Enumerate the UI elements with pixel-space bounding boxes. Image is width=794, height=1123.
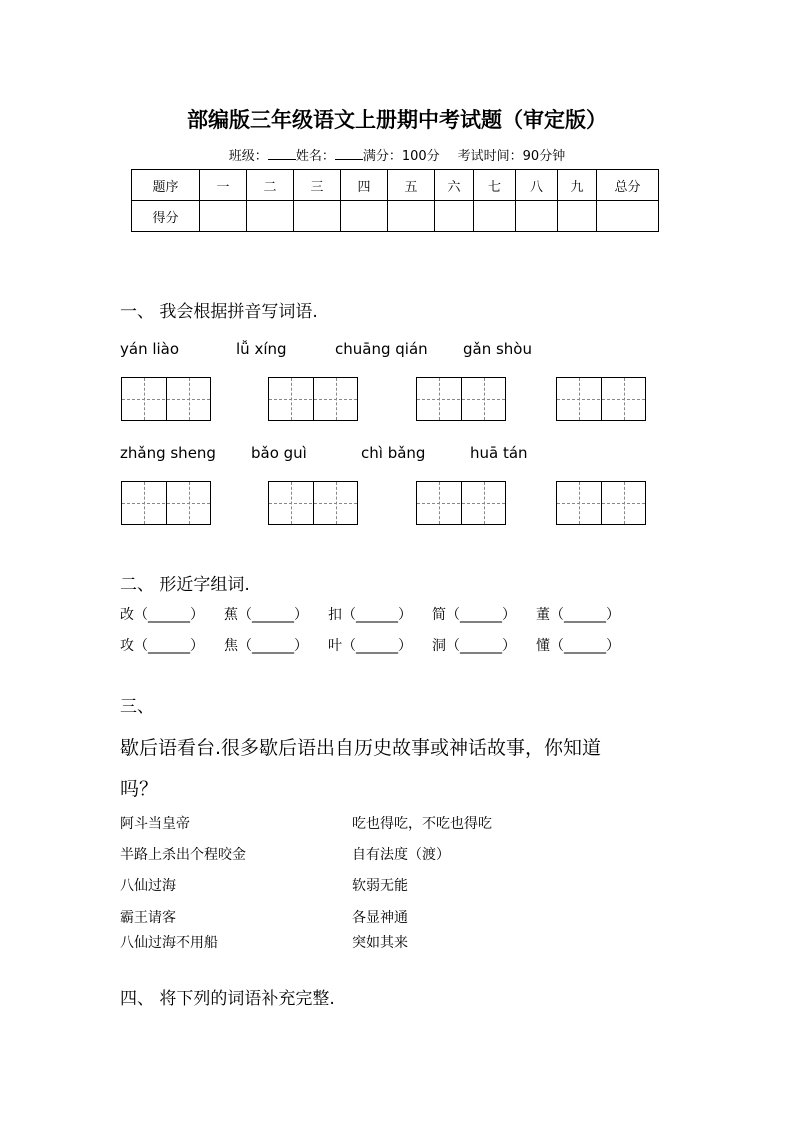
score-cell[interactable] <box>294 201 341 232</box>
page-title: 部编版三年级语文上册期中考试题（审定版） <box>187 107 607 132</box>
writing-grid[interactable] <box>556 481 646 525</box>
score-cell[interactable] <box>388 201 435 232</box>
section2-heading: 二、 形近字组词. <box>120 575 250 595</box>
idiom-left: 霸王请客 <box>120 910 176 926</box>
full-score: 满分：100分 <box>362 149 440 164</box>
score-row-label: 得分 <box>132 201 200 232</box>
score-header-cell: 七 <box>474 170 516 201</box>
name-label: 姓名： <box>295 149 335 164</box>
writing-grid[interactable] <box>556 377 646 421</box>
score-cell[interactable] <box>474 201 516 232</box>
score-cell[interactable] <box>435 201 474 232</box>
word-pair[interactable]: 蕉（______） <box>224 607 308 623</box>
word-pair[interactable]: 改（______） <box>120 607 204 623</box>
pinyin-label: chì bǎng <box>361 444 426 462</box>
score-header-cell: 八 <box>516 170 558 201</box>
score-header-cell: 四 <box>341 170 388 201</box>
exam-info <box>0 145 794 164</box>
writing-grid[interactable] <box>121 481 211 525</box>
word-pair[interactable]: 攻（______） <box>120 638 204 654</box>
idiom-left: 阿斗当皇帝 <box>120 816 190 832</box>
idiom-left: 半路上杀出个程咬金 <box>120 847 246 863</box>
score-header-cell: 六 <box>435 170 474 201</box>
score-cell[interactable] <box>341 201 388 232</box>
pinyin-label: yán liào <box>120 340 180 358</box>
writing-grid[interactable] <box>416 377 506 421</box>
score-cell[interactable] <box>516 201 558 232</box>
writing-grid[interactable] <box>268 377 358 421</box>
pinyin-label: bǎo guì <box>251 444 307 462</box>
writing-grid[interactable] <box>268 481 358 525</box>
score-table <box>131 169 659 232</box>
writing-grid[interactable] <box>416 481 506 525</box>
idiom-right: 各显神通 <box>352 910 408 926</box>
score-header-cell: 题序 <box>132 170 200 201</box>
word-pair[interactable]: 董（______） <box>536 607 620 623</box>
score-header-cell: 三 <box>294 170 341 201</box>
score-cell[interactable] <box>200 201 247 232</box>
section4-heading: 四、 将下列的词语补充完整. <box>120 989 335 1009</box>
score-header-cell: 一 <box>200 170 247 201</box>
word-pair[interactable]: 焦（______） <box>224 638 308 654</box>
pinyin-label: huā tán <box>470 444 528 462</box>
score-cell[interactable] <box>247 201 294 232</box>
score-header-cell: 五 <box>388 170 435 201</box>
section3-prompt: 歇后语看台.很多歇后语出自历史故事或神话故事，你知道 <box>120 737 602 759</box>
class-blank <box>268 147 296 160</box>
idiom-left: 八仙过海 <box>120 878 176 894</box>
idiom-right: 自有法度（渡） <box>352 847 450 863</box>
exam-time: 考试时间：90分钟 <box>457 149 566 164</box>
word-pair[interactable]: 叶（______） <box>328 638 412 654</box>
idiom-right: 突如其来 <box>352 935 408 951</box>
section1-heading: 一、 我会根据拼音写词语. <box>120 302 318 322</box>
pinyin-label: lǚ xíng <box>236 340 287 358</box>
word-pair[interactable]: 简（______） <box>432 607 516 623</box>
idiom-left: 八仙过海不用船 <box>120 935 218 951</box>
score-row <box>132 201 659 232</box>
pinyin-label: zhǎng sheng <box>120 444 216 462</box>
idiom-right: 吃也得吃，不吃也得吃 <box>352 816 492 832</box>
section3-prompt-end: 吗？ <box>120 778 159 800</box>
score-cell[interactable] <box>558 201 597 232</box>
score-header-cell: 九 <box>558 170 597 201</box>
idiom-right: 软弱无能 <box>352 878 408 894</box>
class-label: 班级： <box>228 149 268 164</box>
pinyin-label: chuāng qián <box>335 340 428 358</box>
score-header-cell: 总分 <box>597 170 659 201</box>
word-pair[interactable]: 懂（______） <box>536 638 620 654</box>
score-header-cell: 二 <box>247 170 294 201</box>
name-blank <box>335 147 363 160</box>
pinyin-label: gǎn shòu <box>463 340 532 358</box>
writing-grid[interactable] <box>121 377 211 421</box>
section3-heading: 三、 <box>120 697 154 717</box>
word-pair[interactable]: 扣（______） <box>328 607 412 623</box>
word-pair[interactable]: 洞（______） <box>432 638 516 654</box>
score-header-row <box>132 170 659 201</box>
score-cell[interactable] <box>597 201 659 232</box>
